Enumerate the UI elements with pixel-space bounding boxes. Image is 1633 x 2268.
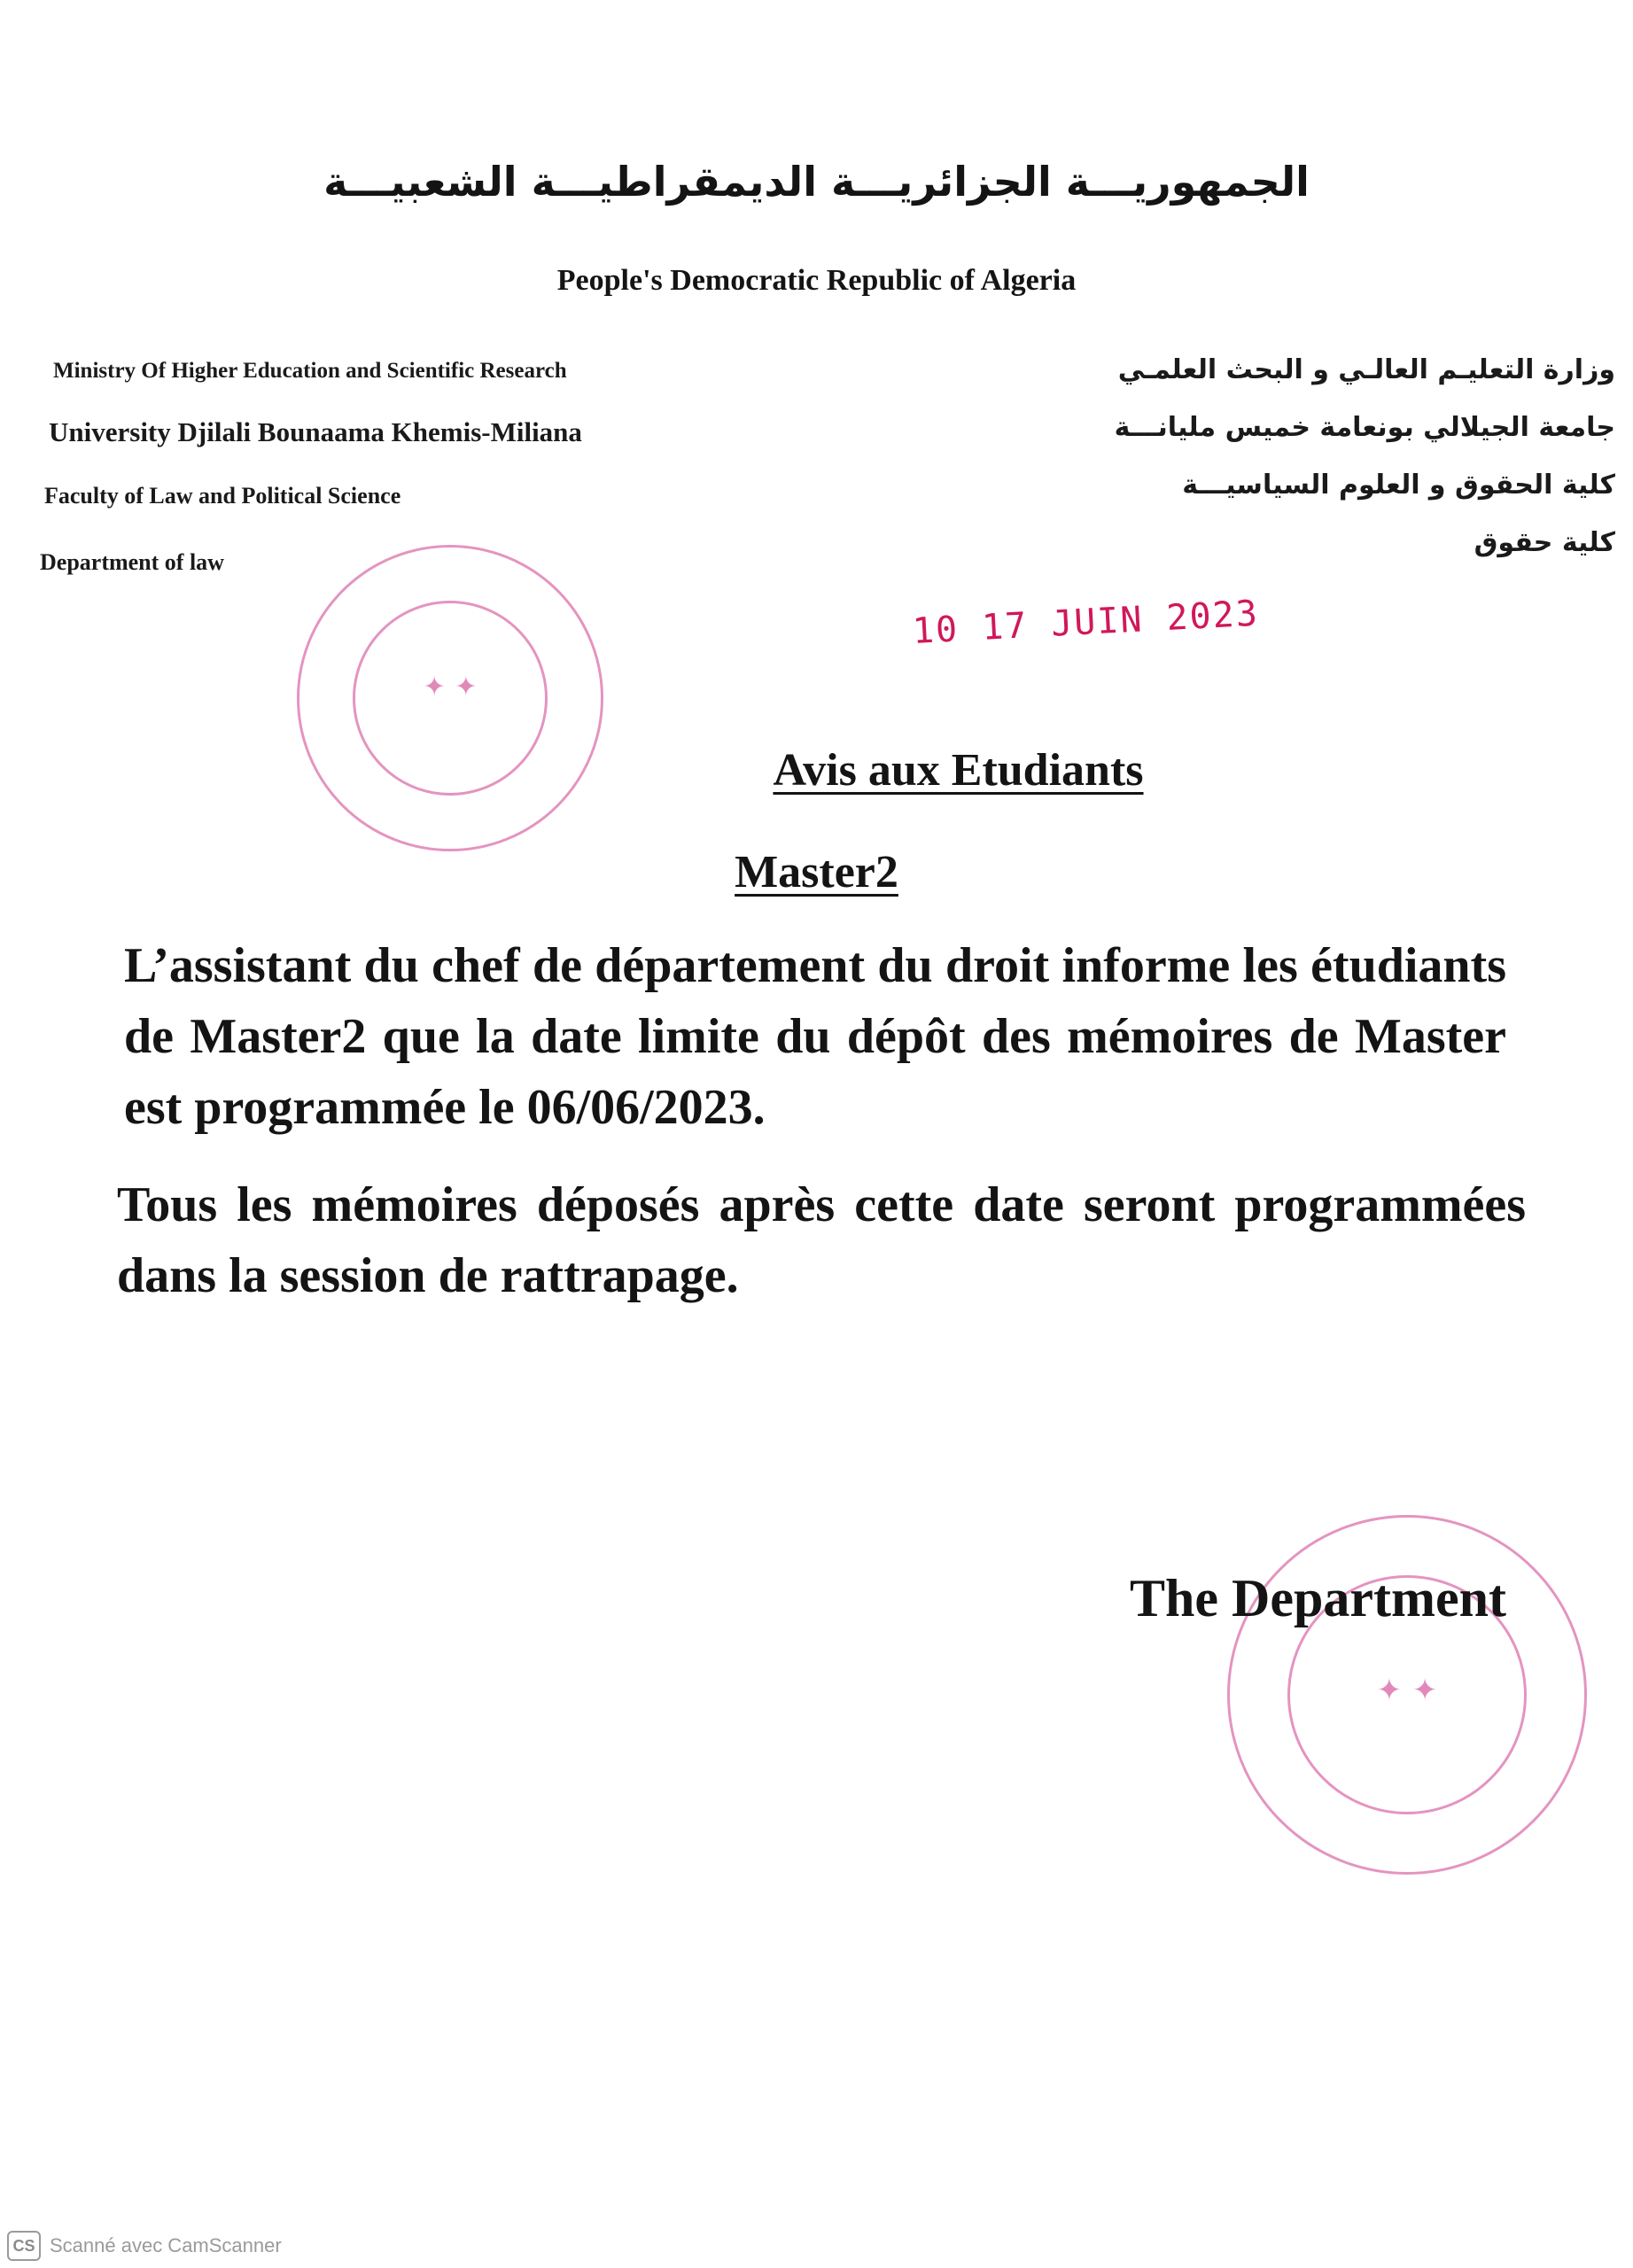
camscanner-logo-icon: CS — [7, 2231, 41, 2261]
arabic-faculty-line: كلية الحقوق و العلوم السياسيـــة — [1182, 470, 1615, 501]
arabic-ministry-line: وزارة التعليـم العالـي و البحث العلمـي — [1117, 354, 1615, 385]
faculty-line: Faculty of Law and Political Science — [44, 483, 401, 509]
university-line: University Djilali Bounaama Khemis-Miliana — [49, 416, 582, 447]
arabic-republic-heading: الجمهوريـــة الجزائريـــة الديمقراطيـــة الشعبيـــة — [323, 158, 1310, 206]
arabic-department-line: كلية حقوق — [1474, 527, 1615, 558]
ministry-line: Ministry Of Higher Education and Scientific Research — [53, 359, 567, 383]
republic-heading: People's Democratic Republic of Algeria — [556, 264, 1077, 297]
notice-title-text: Avis aux Etudiants — [773, 745, 1144, 796]
arabic-university-line: جامعة الجيلالي بونعامة خميس مليانـــة — [1114, 412, 1615, 443]
department-seal-bottom: ✦ ✦ — [1227, 1515, 1587, 1875]
notice-paragraph-1: L’assistant du chef de département du droit informe les étudiants de Master2 que la date limite du dépôt des mémoires de Master est programmée le 06/06/2023. — [124, 938, 1506, 1135]
notice-subtitle — [0, 846, 1633, 898]
department-seal-top: ✦ ✦ — [297, 545, 603, 851]
date-stamp: 10 17 JUIN 2023 — [911, 593, 1260, 652]
department-line: Department of law — [40, 549, 224, 575]
camscanner-footer — [7, 2231, 282, 2261]
signature-department: The Department — [1130, 1569, 1506, 1627]
camscanner-label: Scanné avec CamScanner — [50, 2234, 282, 2256]
notice-paragraph-2: Tous les mémoires déposés après cette date seront programmées dans la session de rattrapage. — [117, 1177, 1526, 1303]
notice-title — [0, 744, 1633, 796]
notice-subtitle-text: Master2 — [735, 847, 898, 897]
